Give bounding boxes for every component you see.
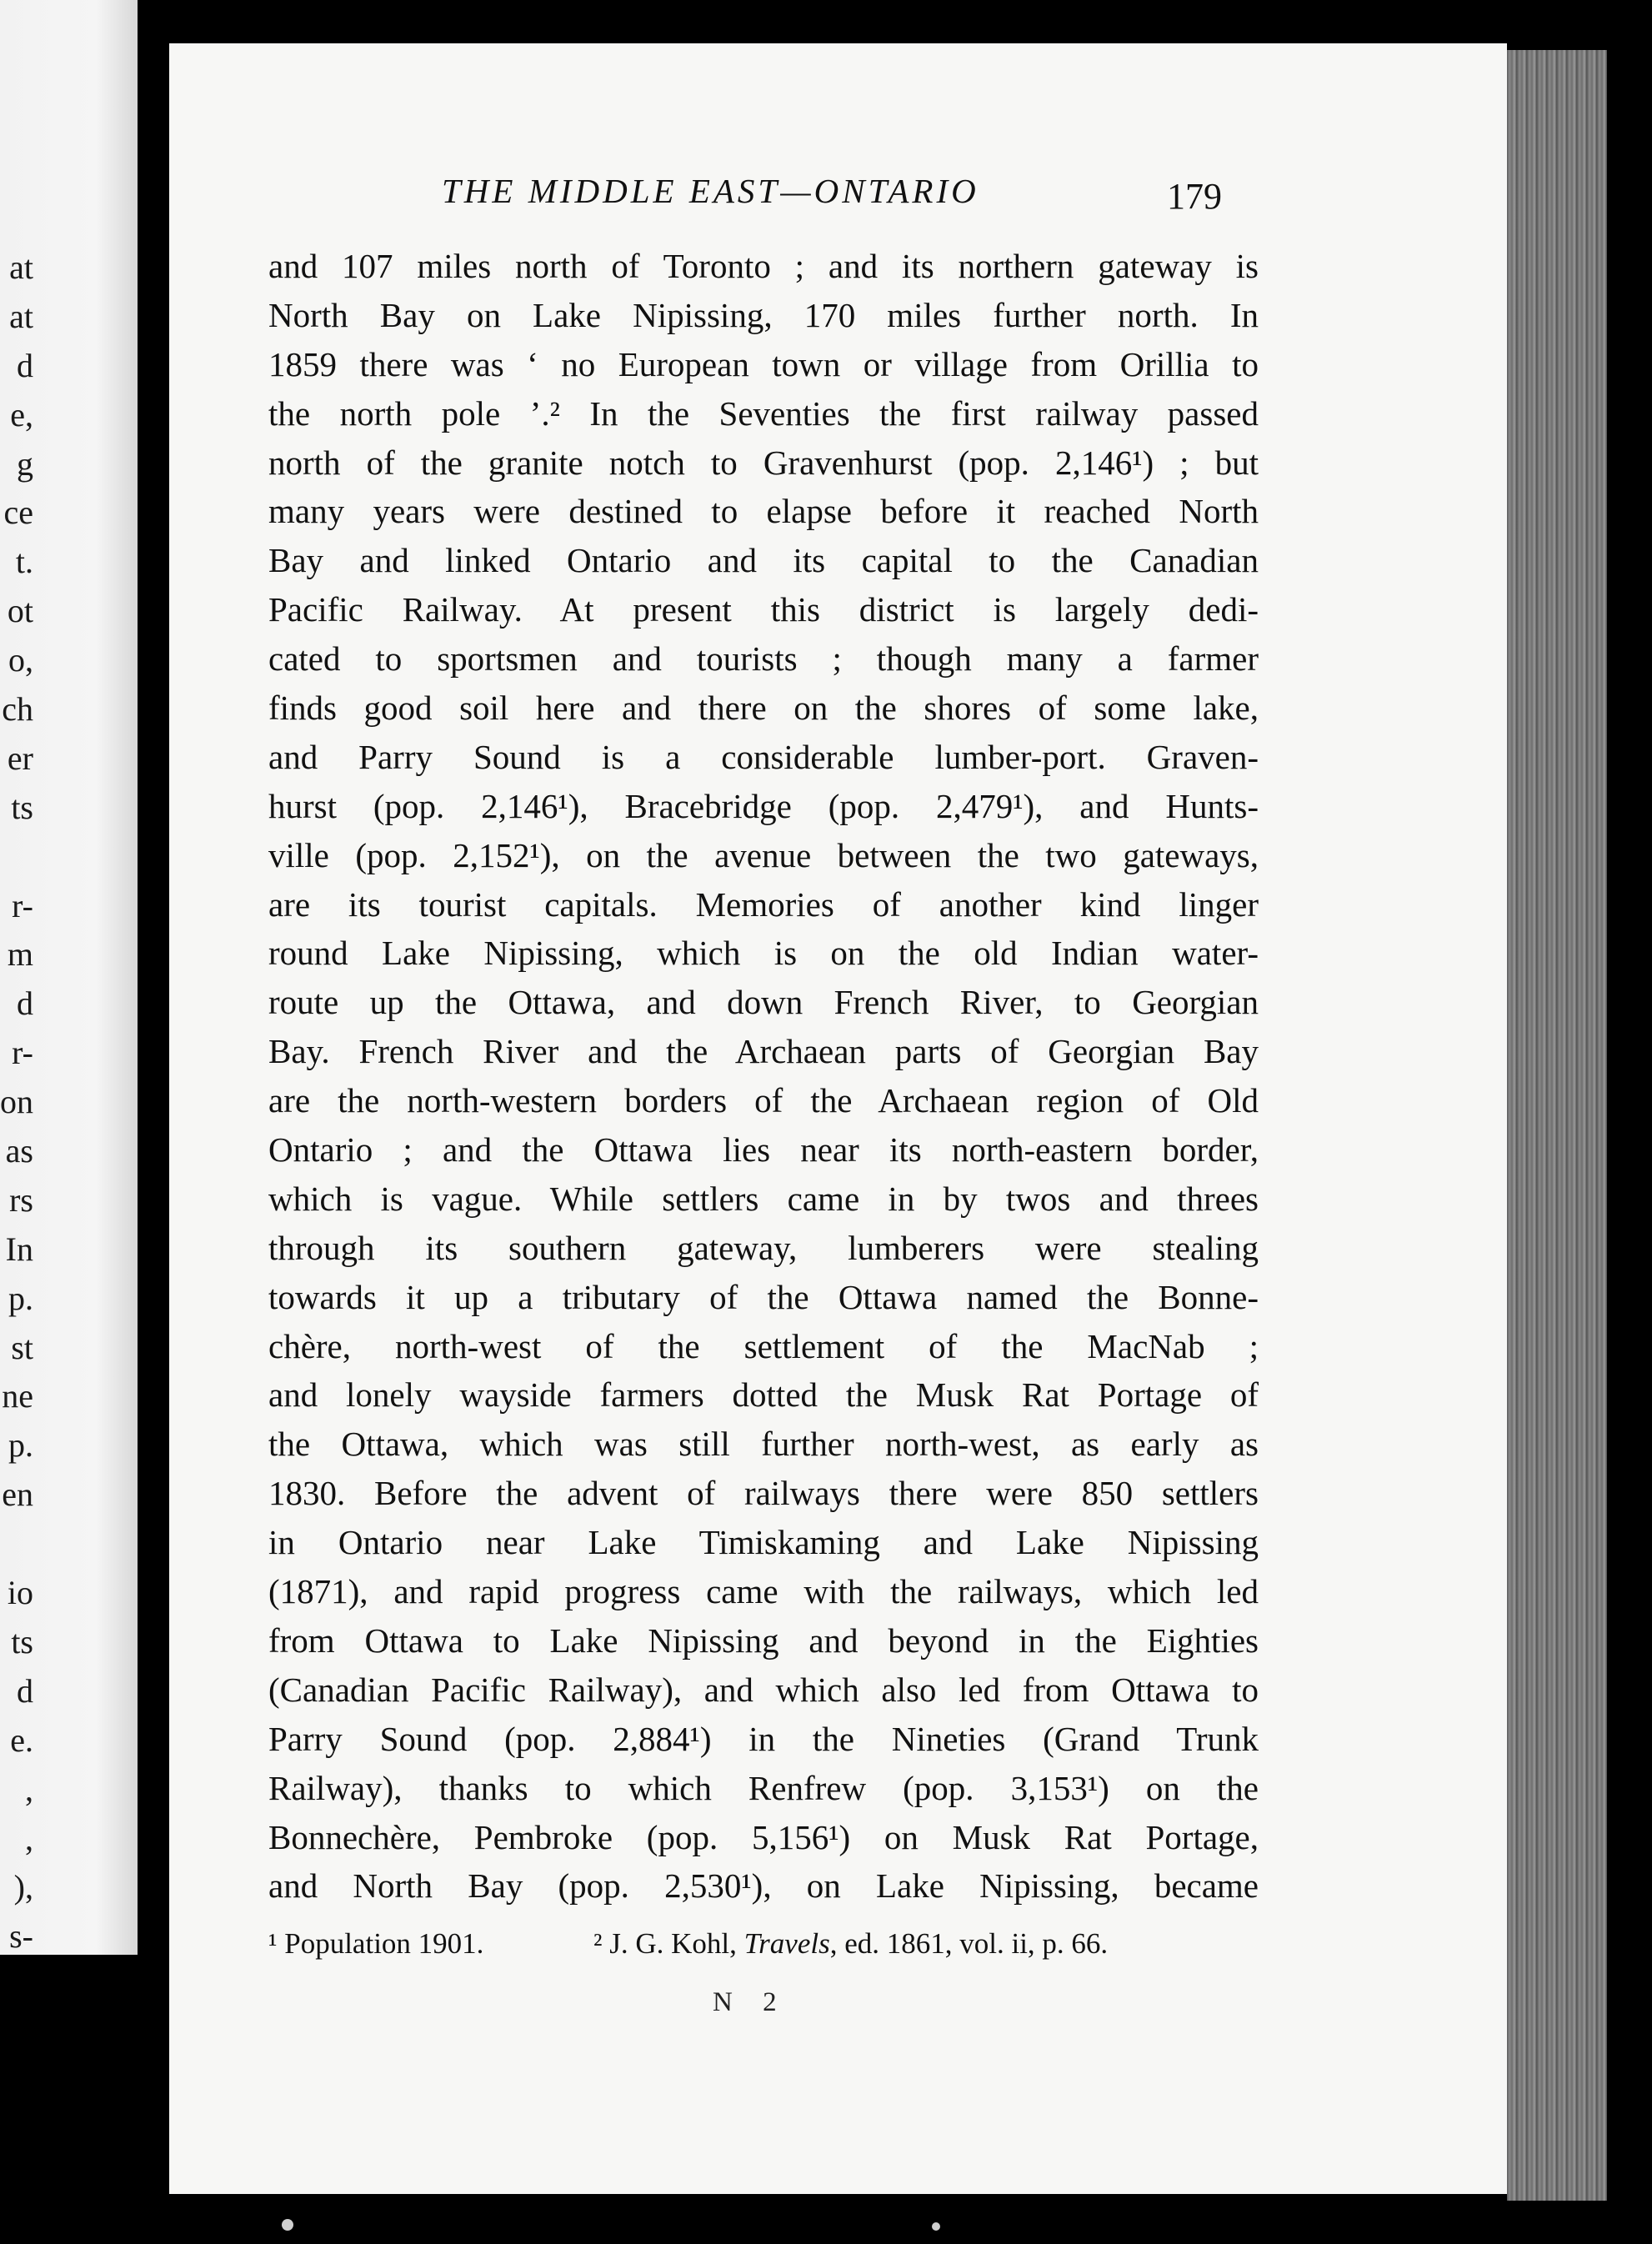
scan-border [1607, 0, 1652, 2244]
text-line: in Ontario near Lake Timiskaming and Lake Nipissing [268, 1523, 1259, 1562]
text-line: round Lake Nipissing, which is on the old Indian water- [268, 934, 1259, 973]
text-line: ville (pop. 2,152¹), on the avenue between the two gateways, [268, 835, 1259, 874]
left-page-fragment [0, 833, 33, 882]
footnote-2-prefix: ² J. G. Kohl, [593, 1927, 744, 1960]
scan-speck [932, 2222, 940, 2231]
footnote-2 [593, 1927, 1108, 1961]
left-page-fragment: st [11, 1328, 33, 1366]
text-line: and North Bay (pop. 2,530¹), on Lake Nipissing, became [268, 1866, 1259, 1906]
left-page-fragment: io [7, 1574, 33, 1612]
left-page-fragment: en [2, 1475, 33, 1514]
left-page-fragment: d [17, 1671, 33, 1710]
text-line: Parry Sound (pop. 2,884¹) in the Nineties (Grand Trunk [268, 1719, 1259, 1758]
text-line: Bonnechère, Pembroke (pop. 5,156¹) on Musk Rat Portage, [268, 1817, 1259, 1856]
text-line: 1859 there was ‘ no European town or village from Orillia to [268, 344, 1259, 383]
left-page-fragment: ce [3, 493, 33, 532]
left-page-text-fragments [0, 243, 33, 1961]
left-page-fragment: rs [9, 1180, 33, 1219]
left-facing-page [0, 0, 138, 2244]
left-page-fragment: on [0, 1083, 33, 1121]
page-edges [1507, 50, 1607, 2201]
left-page-fragment: g [17, 444, 33, 483]
left-page-fragment: ts [11, 1622, 33, 1660]
book-gutter [138, 0, 169, 2244]
text-line: route up the Ottawa, and down French River, to Georgian [268, 983, 1259, 1022]
text-line: many years were destined to elapse before it reached North [268, 492, 1259, 531]
left-page-fragment: ts [11, 788, 33, 826]
text-line: Bay and linked Ontario and its capital to the Canadian [268, 541, 1259, 580]
left-page-fragment: e. [10, 1721, 33, 1759]
text-line: Ontario ; and the Ottawa lies near its north-eastern border, [268, 1130, 1259, 1170]
running-head: THE MIDDLE EAST—ONTARIO [442, 172, 979, 210]
left-page-fragment: ), [13, 1868, 33, 1906]
left-page-fragment: , [25, 1770, 33, 1808]
left-page-fragment: m [7, 935, 33, 974]
left-page-fragment: t. [15, 543, 33, 581]
text-line: are its tourist capitals. Memories of another kind linger [268, 884, 1259, 924]
text-line: are the north-western borders of the Archaean region of Old [268, 1081, 1259, 1120]
left-page-fragment: p. [8, 1426, 33, 1465]
text-line: (Canadian Pacific Railway), and which also led from Ottawa to [268, 1670, 1259, 1709]
text-line: finds good soil here and there on the shores of some lake, [268, 689, 1259, 728]
left-page-fragment [0, 1520, 33, 1569]
left-page-fragment: ne [2, 1377, 33, 1415]
text-line: and 107 miles north of Toronto ; and its northern gateway is [268, 247, 1259, 285]
text-line: Pacific Railway. At present this district is largely dedi- [268, 590, 1259, 629]
text-line: (1871), and rapid progress came with the railways, which led [268, 1572, 1259, 1611]
left-page-fragment: d [17, 984, 33, 1023]
text-line: the Ottawa, which was still further north-west, as early as [268, 1425, 1259, 1464]
text-line: Bay. French River and the Archaean parts of Georgian Bay [268, 1032, 1259, 1071]
text-line: 1830. Before the advent of railways there were 850 settlers [268, 1474, 1259, 1513]
text-line: north of the granite notch to Gravenhurst (pop. 2,146¹) ; but [268, 443, 1259, 482]
left-page-fragment: at [9, 248, 33, 286]
text-line: cated to sportsmen and tourists ; though many a farmer [268, 639, 1259, 679]
text-line: the north pole ’.² In the Seventies the first railway passed [268, 393, 1259, 433]
text-line: from Ottawa to Lake Nipissing and beyond in the Eighties [268, 1620, 1259, 1660]
text-line: Railway), thanks to which Renfrew (pop. 3,153¹) on the [268, 1768, 1259, 1807]
left-page-fragment: ch [2, 690, 33, 729]
left-page-fragment: In [5, 1230, 33, 1268]
left-page-fragment: as [5, 1132, 33, 1170]
left-page-shadow [0, 1955, 138, 2244]
text-line: and lonely wayside farmers dotted the Musk Rat Portage of [268, 1375, 1259, 1415]
signature-mark: N 2 [713, 1987, 788, 2017]
text-line: and Parry Sound is a considerable lumber-port. Graven- [268, 737, 1259, 776]
text-line: which is vague. While settlers came in by twos and threes [268, 1179, 1259, 1218]
left-page-fragment: r- [12, 1034, 33, 1072]
left-page-fragment: p. [8, 1279, 33, 1317]
left-page-fragment: er [7, 739, 33, 777]
text-line: towards it up a tributary of the Ottawa named the Bonne- [268, 1277, 1259, 1316]
page-number: 179 [1167, 176, 1222, 217]
body-text [268, 242, 1259, 1911]
footnote-1: ¹ Population 1901. [268, 1927, 484, 1960]
left-page-fragment: r- [12, 886, 33, 924]
text-line: North Bay on Lake Nipissing, 170 miles further north. In [268, 295, 1259, 334]
text-line: through its southern gateway, lumberers were stealing [268, 1228, 1259, 1267]
text-line: hurst (pop. 2,146¹), Bracebridge (pop. 2,479¹), and Hunts- [268, 786, 1259, 825]
left-page-fragment: at [9, 297, 33, 335]
footnote-2-title: Travels [743, 1927, 830, 1960]
left-page-fragment: e, [10, 395, 33, 433]
left-page-fragment: , [25, 1819, 33, 1857]
footnote-2-suffix: , ed. 1861, vol. ii, p. 66. [829, 1927, 1109, 1960]
scan-speck [282, 2219, 293, 2231]
left-page-fragment: ot [7, 592, 33, 630]
text-line: chère, north-west of the settlement of the MacNab ; [268, 1326, 1259, 1365]
left-page-fragment: o, [8, 641, 33, 679]
left-page-fragment: d [17, 346, 33, 384]
left-page-fragment: s- [9, 1917, 33, 1956]
